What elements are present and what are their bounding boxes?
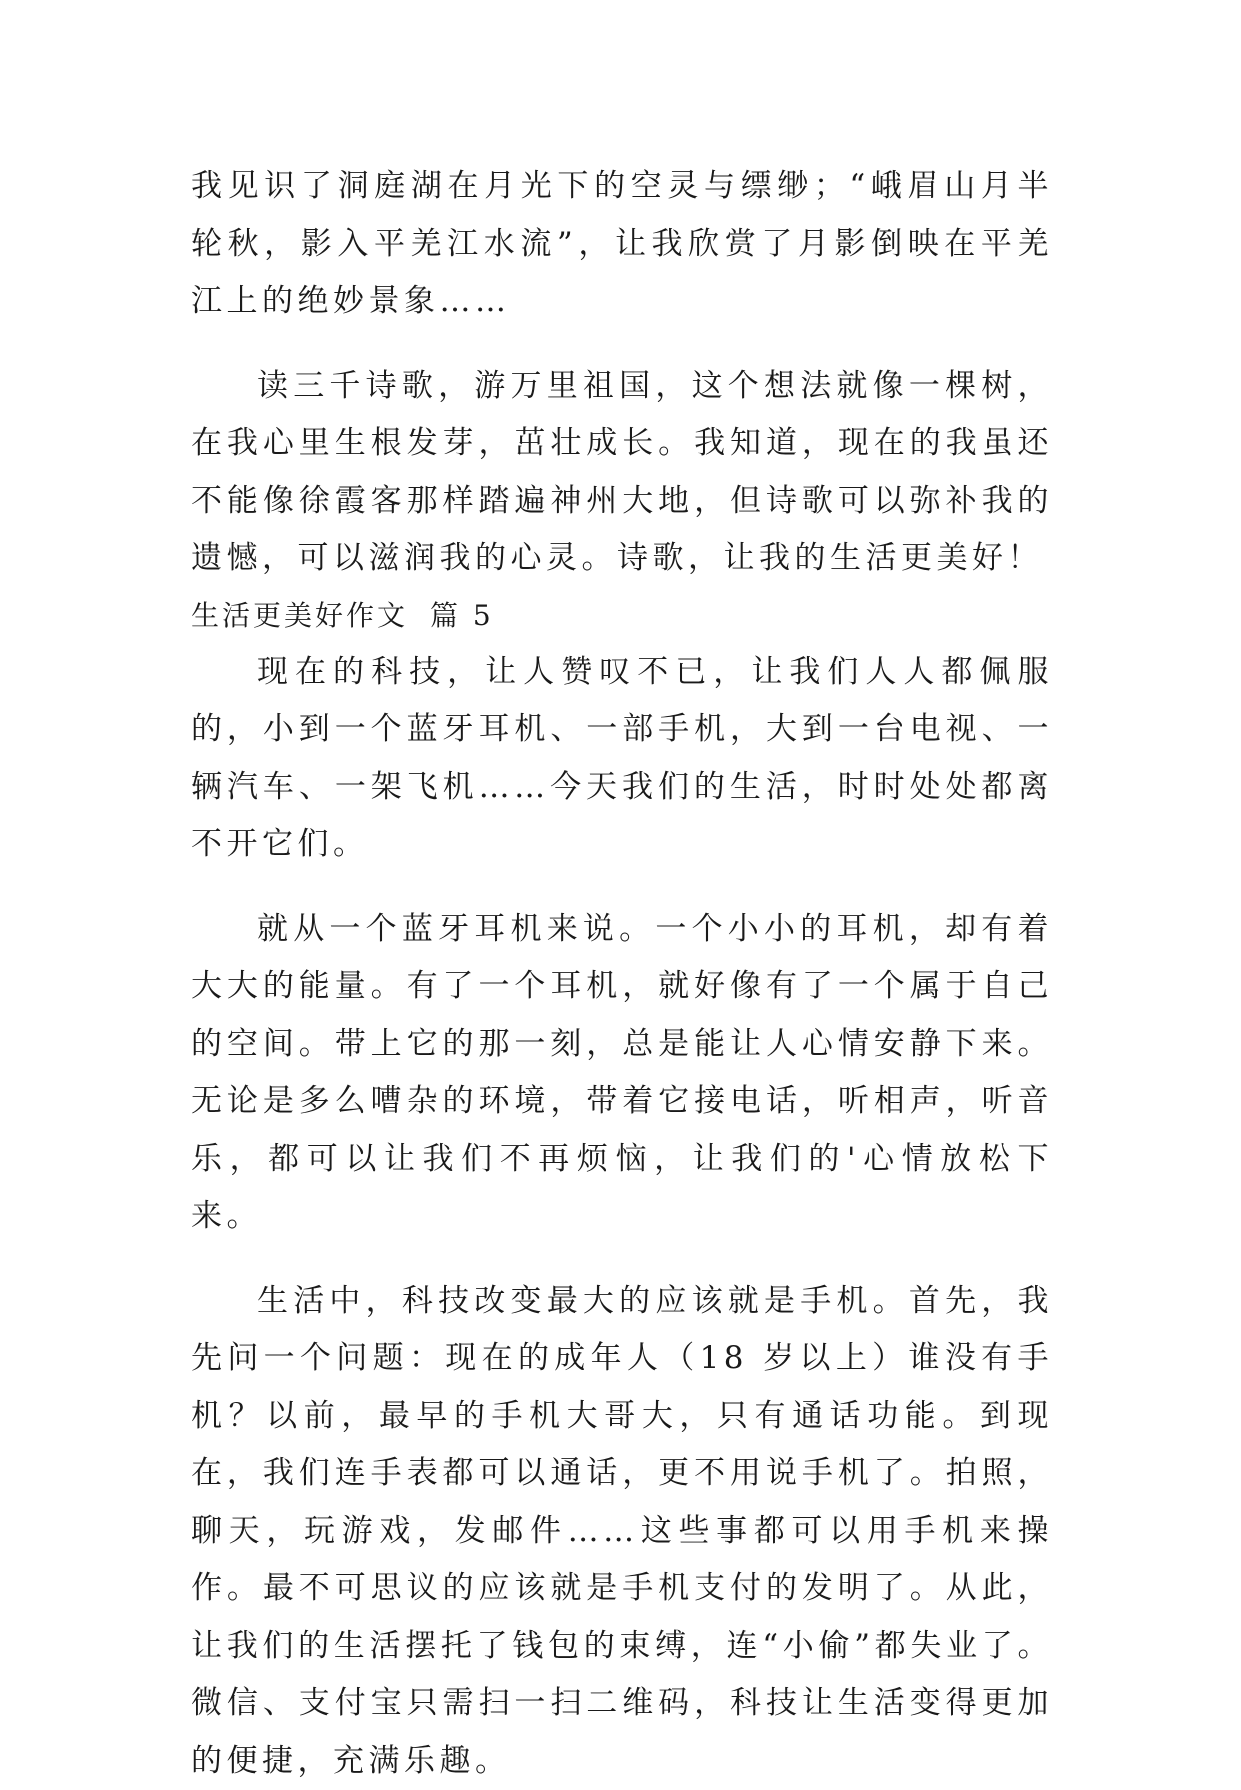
paragraph-1: 我见识了洞庭湖在月光下的空灵与缥缈；“峨眉山月半轮秋，影入平羌江水流”，让我欣赏了月影倒映在平羌江上的绝妙景象…… [191,158,1053,331]
document-body [191,158,1053,1790]
heading-title: 生活更美好作文 [191,599,408,632]
heading-section-number: 篇 5 [430,599,494,632]
paragraph-4: 就从一个蓝牙耳机来说。一个小小的耳机，却有着大大的能量。有了一个耳机，就好像有了一个属于自己的空间。带上它的那一刻，总是能让人心情安静下来。无论是多么嘈杂的环境，带着它接电话，听相声，听音乐，都可以让我们不再烦恼，让我们的'心情放松下来。 [191,901,1053,1246]
paragraph-5: 生活中，科技改变最大的应该就是手机。首先，我先问一个问题：现在的成年人（18 岁以上）谁没有手机？以前，最早的手机大哥大，只有通话功能。到现在，我们连手表都可以通话，更不用说手机了。拍照，聊天，玩游戏，发邮件……这些事都可以用手机来操作。最不可思议的应该就是手机支付的发明了。从此，让我们的生活摆托了钱包的束缚，连“小偷”都失业了。微信、支付宝只需扫一扫二维码，科技让生活变得更加的便捷，充满乐趣。 [191,1273,1053,1790]
paragraph-3: 现在的科技，让人赞叹不已，让我们人人都佩服的，小到一个蓝牙耳机、一部手机，大到一台电视、一辆汽车、一架飞机……今天我们的生活，时时处处都离不开它们。 [191,644,1053,874]
section-heading [191,588,1053,644]
paragraph-2: 读三千诗歌，游万里祖国，这个想法就像一棵树，在我心里生根发芽，茁壮成长。我知道，现在的我虽还不能像徐霞客那样踏遍神州大地，但诗歌可以弥补我的遗憾，可以滋润我的心灵。诗歌，让我的生活更美好！ [191,358,1053,588]
